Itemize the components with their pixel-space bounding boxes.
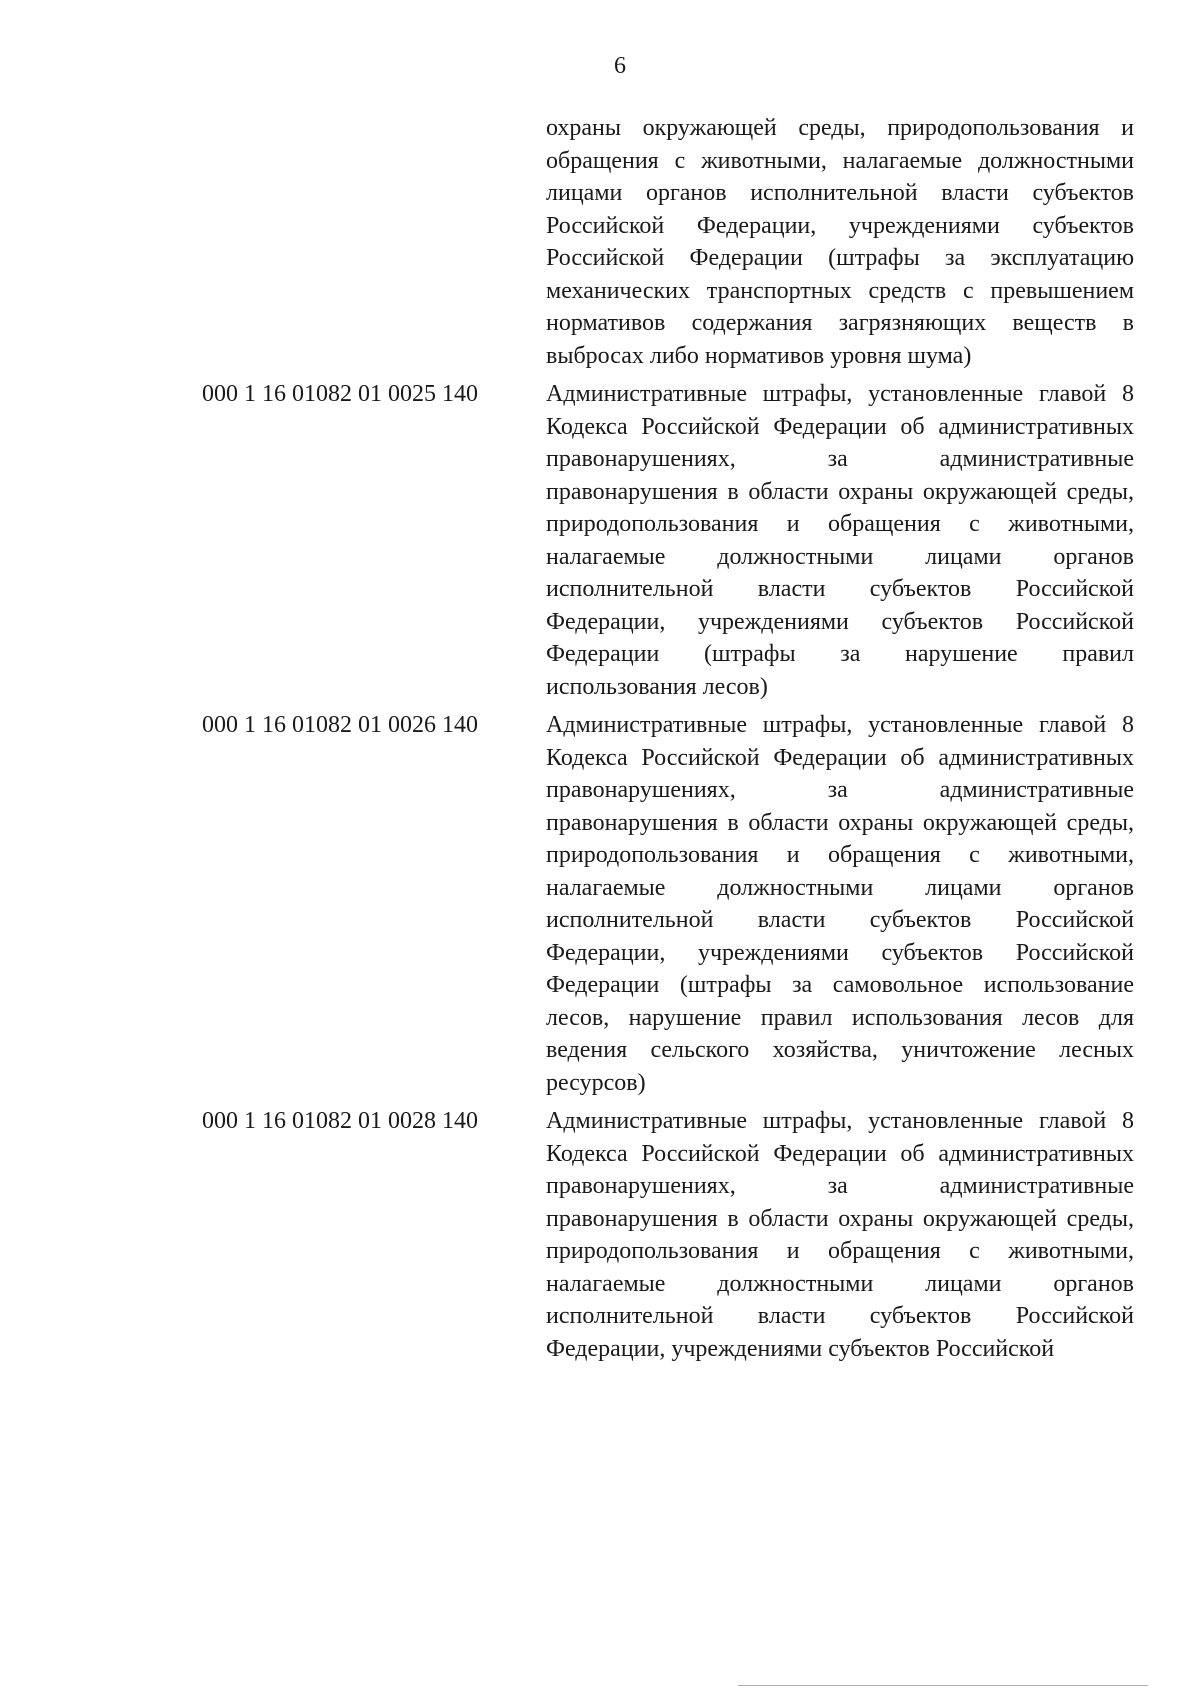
footer-rule: [738, 1685, 1148, 1686]
table-row: [202, 1105, 1134, 1365]
table-row: [202, 709, 1134, 1099]
row-code: 000 1 16 01082 01 0028 140: [202, 1108, 478, 1134]
table-row: [202, 378, 1134, 703]
budget-code-table: [202, 112, 1134, 1371]
row-description: Административные штрафы, установленные главой 8 Кодекса Российской Федерации об административных правонарушениях, за административные правонарушения в области охраны окружающей среды, природопользования и обращения с животными, налагаемые должностными лицами органов исполнительной власти субъектов Российской Федерации, учреждениями субъектов Российской Федерации (штрафы за самовольное использование лесов, нарушение правил использования лесов для ведения сельского хозяйства, уничтожение лесных ресурсов): [546, 712, 1134, 1096]
table-row-continuation: [202, 112, 1134, 372]
page-number: 6: [614, 53, 626, 79]
row-description: Административные штрафы, установленные главой 8 Кодекса Российской Федерации об административных правонарушениях, за административные правонарушения в области охраны окружающей среды, природопользования и обращения с животными, налагаемые должностными лицами органов исполнительной власти субъектов Российской Федерации, учреждениями субъектов Российской: [546, 1108, 1134, 1362]
row-code: 000 1 16 01082 01 0025 140: [202, 381, 478, 407]
row-code: 000 1 16 01082 01 0026 140: [202, 712, 478, 738]
row-description: Административные штрафы, установленные главой 8 Кодекса Российской Федерации об административных правонарушениях, за административные правонарушения в области охраны окружающей среды, природопользования и обращения с животными, налагаемые должностными лицами органов исполнительной власти субъектов Российской Федерации, учреждениями субъектов Российской Федерации (штрафы за нарушение правил использования лесов): [546, 381, 1134, 700]
row-description: охраны окружающей среды, природопользования и обращения с животными, налагаемые должностными лицами органов исполнительной власти субъектов Российской Федерации, учреждениями субъектов Российской Федерации (штрафы за эксплуатацию механических транспортных средств с превышением нормативов содержания загрязняющих веществ в выбросах либо нормативов уровня шума): [546, 115, 1134, 369]
